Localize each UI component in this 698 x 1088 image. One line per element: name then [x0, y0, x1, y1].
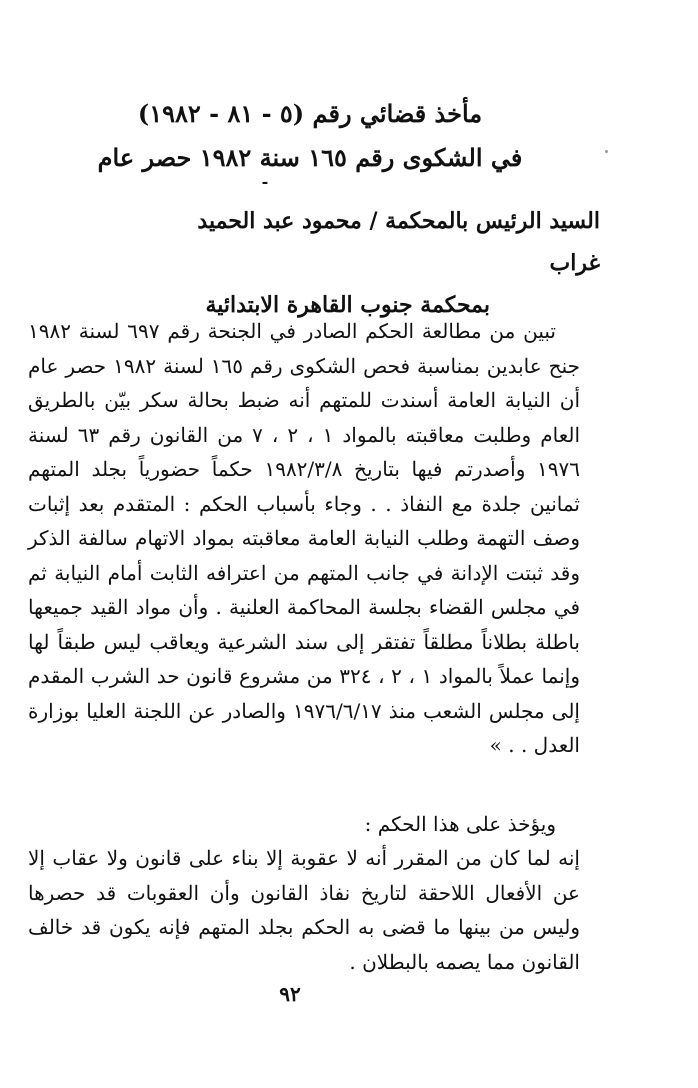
margin-mark	[605, 150, 608, 153]
author-court-line: بمحكمة جنوب القاهرة الابتدائية	[205, 292, 490, 318]
title-separator: -	[261, 172, 269, 191]
document-title	[80, 92, 540, 180]
page-number: ٩٢	[279, 982, 301, 1006]
author-block	[150, 200, 600, 326]
author-name-line: السيد الرئيس بالمحكمة / محمود عبد الحميد غراب	[197, 208, 600, 276]
title-line-2: في الشكوى رقم ١٦٥ سنة ١٩٨٢ حصر عام	[97, 143, 523, 172]
paragraph-1: تبين من مطالعة الحكم الصادر في الجنحة رقم ٦٩٧ لسنة ١٩٨٢ جنح عابدين بمناسبة فحص الشكوى رقم ١٦٥ لسنة ١٩٨٢ حصر عام أن النيابة العامة أسندت للمتهم أنه ضبط بحالة سكر بيّن بالطريق العام وطلبت معاقبته بالمواد ١ ، ٢ ، ٧ من القانون رقم ٦٣ لسنة ١٩٧٦ وأصدرتم فيها بتاريخ ١٩٨٢/٣/٨ حكماً حضورياً بجلد المتهم ثمانين جلدة مع النفاذ . . وجاء بأسباب الحكم : المتقدم بعد إثبات وصف التهمة وطلب النيابة العامة معاقبته بمواد الاتهام سالفة الذكر وقد ثبتت الإدانة في جانب المتهم من اعترافه الثابت أمام النيابة ثم في مجلس القضاء بجلسة المحاكمة العلنية . وأن مواد القيد جميعها باطلة بطلاناً مطلقاً تفتقر إلى سند الشرعية ويعاقب ليس طبقاً لها وإنما عملاً بالمواد ١ ، ٢ ، ٣٢٤ من مشروع قانون حد الشرب المقدم إلى مجلس الشعب منذ ١٩٧٦/٦/١٧ والصادر عن اللجنة العليا بوزارة العدل . . »	[28, 319, 581, 757]
paragraph-2: إنه لما كان من المقرر أنه لا عقوبة إلا بناء على قانون ولا عقاب إلا عن الأفعال اللاحقة لتاريخ نفاذ القانون وأن العقوبات قد حصرها وليس من بينها ما قضى به الحكم بجلد المتهم فإنه يكون قد خالف القانون مما يصمه بالبطلان .	[28, 846, 580, 974]
paragraph-2-heading: ويؤخذ على هذا الحكم :	[364, 811, 556, 836]
body-text	[28, 314, 580, 979]
title-line-1: مأخذ قضائي رقم (٥ - ٨١ - ١٩٨٢)	[137, 99, 483, 128]
